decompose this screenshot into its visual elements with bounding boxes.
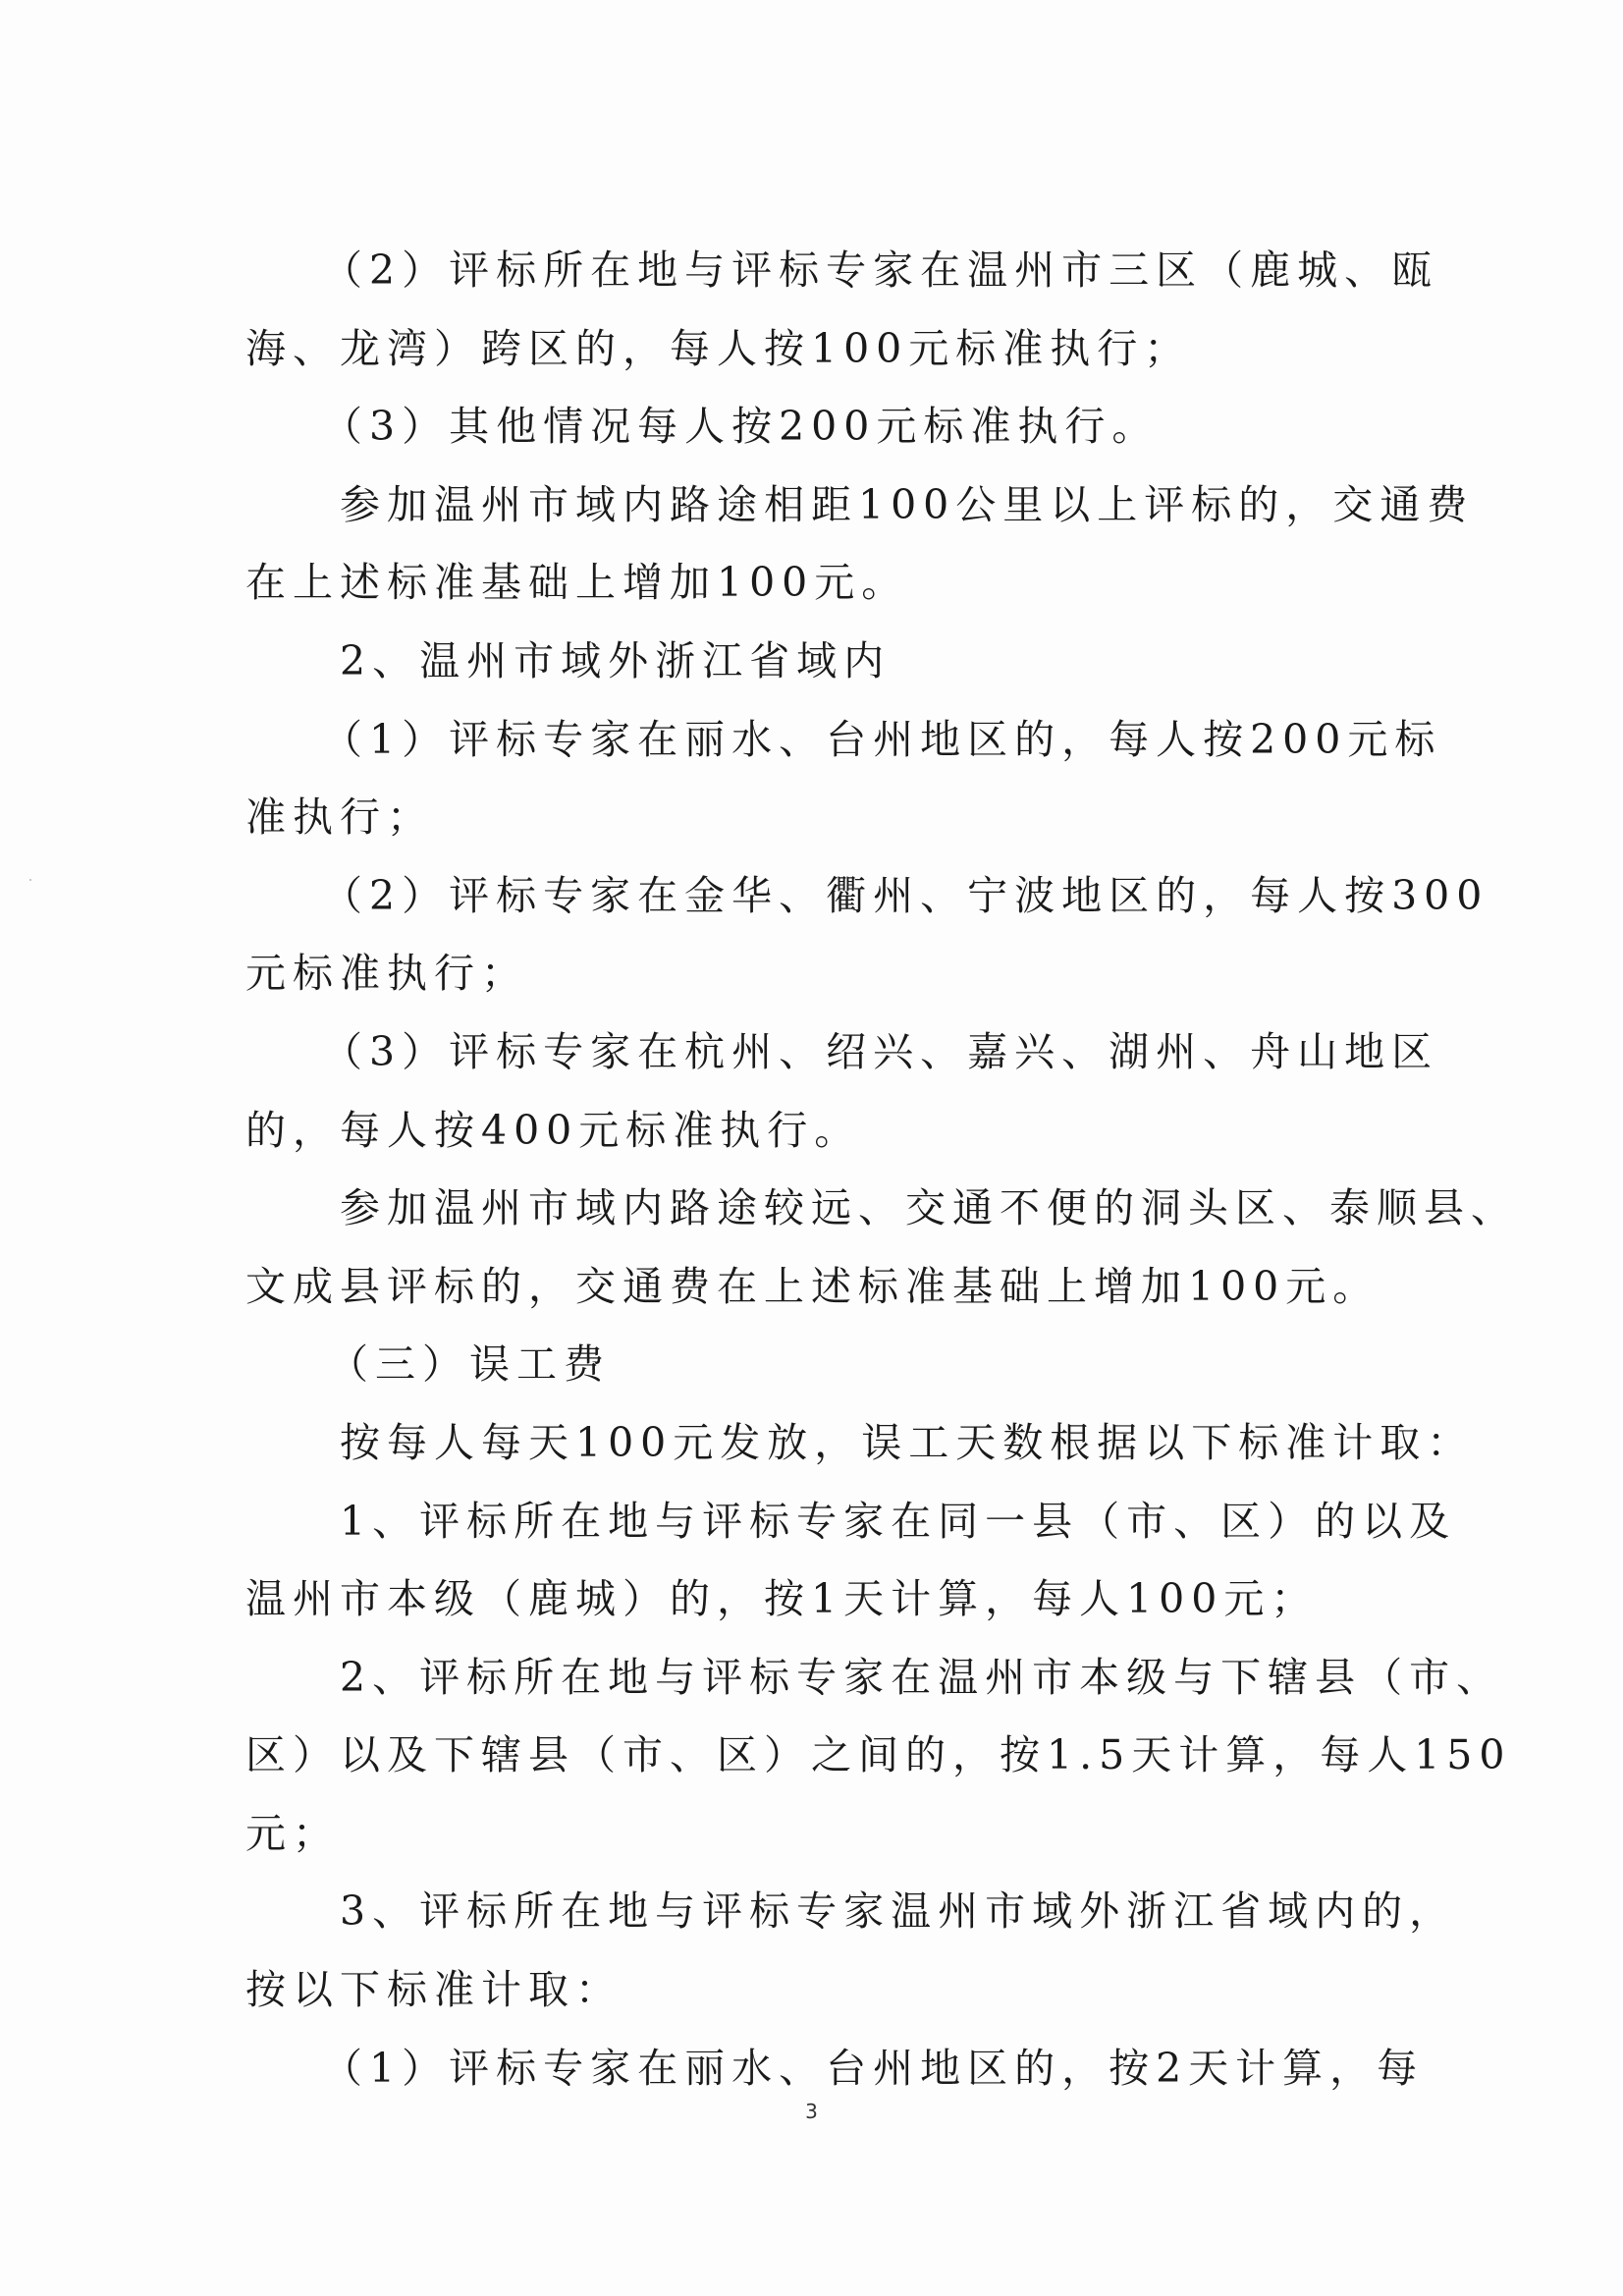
paragraph-line: 的，每人按400元标准执行。 [245, 1106, 862, 1154]
section-heading: 2、温州市域外浙江省域内 [340, 636, 892, 684]
page-number: 3 [805, 2100, 818, 2123]
paragraph-line: 元； [245, 1809, 340, 1857]
paragraph-line: 准执行； [245, 793, 434, 842]
paragraph-line: 1、评标所在地与评标专家在同一县（市、区）的以及 [340, 1497, 1457, 1545]
paragraph-line: 按以下标准计取： [245, 1966, 622, 2014]
paragraph-line: 按每人每天100元发放，误工天数根据以下标准计取： [340, 1418, 1475, 1466]
paragraph-line: 参加温州市域内路途较远、交通不便的洞头区、泰顺县、 [340, 1184, 1518, 1232]
document-body [245, 232, 1518, 2107]
paragraph-line: 区）以及下辖县（市、区）之间的，按1.5天计算，每人150 [245, 1731, 1512, 1779]
paragraph-line: （1）评标专家在丽水、台州地区的，按2天计算，每 [322, 2044, 1425, 2092]
scan-speck [29, 879, 31, 881]
paragraph-line: 海、龙湾）跨区的，每人按100元标准执行； [245, 324, 1192, 372]
paragraph-line: （2）评标所在地与评标专家在温州市三区（鹿城、瓯 [322, 246, 1439, 294]
paragraph-line: （3）评标专家在杭州、绍兴、嘉兴、湖州、舟山地区 [322, 1027, 1439, 1075]
paragraph-line: 温州市本级（鹿城）的，按1天计算，每人100元； [245, 1575, 1319, 1623]
paragraph-line: 元标准执行； [245, 950, 528, 998]
paragraph-line: 文成县评标的，交通费在上述标准基础上增加100元。 [245, 1262, 1380, 1310]
paragraph-line: （3）其他情况每人按200元标准执行。 [322, 403, 1160, 451]
paragraph-line: （2）评标专家在金华、衢州、宁波地区的，每人按300 [322, 871, 1489, 919]
paragraph-line: 在上述标准基础上增加100元。 [245, 559, 909, 607]
paragraph-line: （1）评标专家在丽水、台州地区的，每人按200元标 [322, 715, 1442, 763]
section-heading: （三）误工费 [328, 1340, 611, 1389]
paragraph-line: 3、评标所在地与评标专家温州市域外浙江省域内的， [340, 1887, 1457, 1936]
paragraph-line: 2、评标所在地与评标专家在温州市本级与下辖县（市、 [340, 1653, 1504, 1701]
paragraph-line: 参加温州市域内路途相距100公里以上评标的，交通费 [340, 480, 1475, 528]
